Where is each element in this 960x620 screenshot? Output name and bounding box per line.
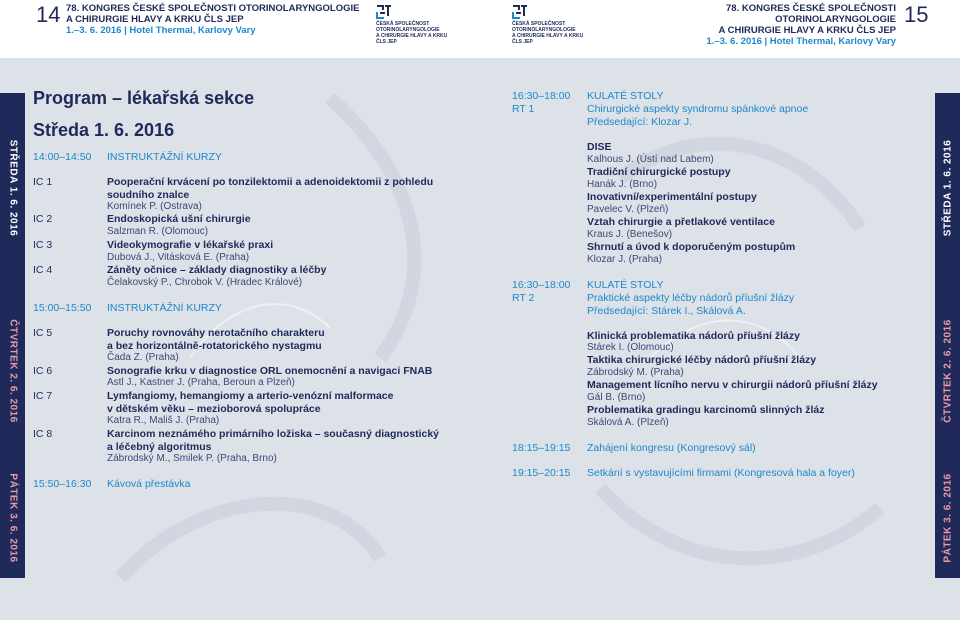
header-right-text: 78. KONGRES ČESKÉ SPOLEČNOSTI OTORINOLARYNGOLOGIE A CHIRURGIE HLAVY A KRKU ČLS JEP 1.–3. 6. 2016 | Hotel Thermal, Karlovy Vary xyxy=(706,3,896,47)
congress-title: 78. KONGRES ČESKÉ SPOLEČNOSTI OTORINOLARYNGOLOGIE xyxy=(66,3,360,14)
ic4-code: IC 4 xyxy=(33,264,53,276)
logo-mark-icon xyxy=(376,4,392,20)
rt1-speaker-1: Kalhous J. (Ústí nad Labem) xyxy=(587,154,714,165)
tab-friday-right[interactable]: PÁTEK 3. 6. 2016 xyxy=(942,473,953,563)
rt2-chair: Předsedající: Stárek I., Skálová A. xyxy=(587,305,746,317)
rt2-talk-2: Taktika chirurgické léčby nádorů příušní žlázy xyxy=(587,354,817,366)
rt1-talk-4: Shrnutí a úvod k doporučeným postupům xyxy=(587,241,796,253)
block2-time: 15:00–15:50 xyxy=(33,302,92,314)
ic7-code: IC 7 xyxy=(33,390,53,402)
ic3-title: Videokymografie v lékařské praxi xyxy=(107,239,274,251)
rt1-speaker-5: Klozar J. (Praha) xyxy=(587,254,663,265)
day-title: Středa 1. 6. 2016 xyxy=(33,120,175,140)
page-number-left: 14 xyxy=(36,2,61,27)
rt2-talk-4: Problematika gradingu karcinomů slinných žláz xyxy=(587,404,825,416)
break-time: 15:50–16:30 xyxy=(33,478,92,490)
block1-title: INSTRUKTÁŽNÍ KURZY xyxy=(107,151,222,163)
rt1-label: KULATÉ STOLY xyxy=(587,90,664,102)
rt1-speaker-2: Hanák J. (Brno) xyxy=(587,179,658,190)
ic4-names: Čelakovský P., Chrobok V. (Hradec Králové) xyxy=(107,277,303,288)
rt2-code: RT 2 xyxy=(512,292,535,304)
ic2-title: Endoskopická ušní chirurgie xyxy=(107,213,251,225)
ic1-title-1: Pooperační krvácení po tonzilektomii a adenoidektomii z pohledu xyxy=(107,176,434,188)
ic8-names: Zábrodský M., Smilek P. (Praha, Brno) xyxy=(107,453,277,464)
rt2-speaker-1: Stárek I. (Olomouc) xyxy=(587,342,674,353)
page-background xyxy=(0,58,960,620)
congress-subtitle: A CHIRURGIE HLAVY A KRKU ČLS JEP xyxy=(66,14,244,25)
ic5-title-1: Poruchy rovnováhy nerotačního charakteru xyxy=(107,327,325,339)
ic6-title: Sonografie krku v diagnostice ORL onemocnění a navigaci FNAB xyxy=(107,365,433,377)
rt2-title: Praktické aspekty léčby nádorů příušní žlázy xyxy=(587,292,795,304)
ic3-names: Dubová J., Vitásková E. (Praha) xyxy=(107,252,250,263)
rt1-speaker-4: Kraus J. (Benešov) xyxy=(587,229,673,240)
rt2-talk-3: Management lícního nervu v chirurgii nádorů příušní žlázy xyxy=(587,379,878,391)
page-number-right: 15 xyxy=(904,2,929,27)
ic8-code: IC 8 xyxy=(33,428,53,440)
rt1-talk-3: Vztah chirurgie a přetlakové ventilace xyxy=(587,216,775,228)
ic5-title-2: a bez horizontálně-rotatorického nystagmu xyxy=(107,340,322,352)
tab-friday-left[interactable]: PÁTEK 3. 6. 2016 xyxy=(7,473,18,563)
tab-wednesday-right[interactable]: STŘEDA 1. 6. 2016 xyxy=(942,139,953,237)
ic7-title-1: Lymfangiomy, hemangiomy a arterio-venózní malformace xyxy=(107,390,394,402)
logo-mark-icon xyxy=(512,4,528,20)
ic5-code: IC 5 xyxy=(33,327,53,339)
ic1-code: IC 1 xyxy=(33,176,53,188)
logo-text: ČESKÁ SPOLEČNOST OTORINOLARYNGOLOGIE A CHIRURGIE HLAVY A KRKU ČLS JEP xyxy=(512,21,584,45)
rt1-time: 16:30–18:00 xyxy=(512,90,571,102)
page-header xyxy=(0,0,960,58)
day-tabs-left xyxy=(0,93,25,578)
ic8-title-1: Karcinom neznámého primárního ložiska – současný diagnostický xyxy=(107,428,440,440)
opening-title: Zahájení kongresu (Kongresový sál) xyxy=(587,442,756,454)
block1-time: 14:00–14:50 xyxy=(33,151,92,163)
decorative-swirl xyxy=(0,58,960,620)
rt2-speaker-3: Gál B. (Brno) xyxy=(587,392,646,403)
ic7-names: Katra R., Mališ J. (Praha) xyxy=(107,415,220,426)
ic1-names: Komínek P. (Ostrava) xyxy=(107,201,202,212)
date-venue: 1.–3. 6. 2016 | Hotel Thermal, Karlovy Vary xyxy=(66,25,256,36)
ic2-code: IC 2 xyxy=(33,213,53,225)
rt2-talk-1: Klinická problematika nádorů příušní žlázy xyxy=(587,330,800,342)
header-left-text xyxy=(66,3,359,36)
rt2-time: 16:30–18:00 xyxy=(512,279,571,291)
rt2-label: KULATÉ STOLY xyxy=(587,279,664,291)
ic3-code: IC 3 xyxy=(33,239,53,251)
break-title: Kávová přestávka xyxy=(107,478,191,490)
ic4-title: Záněty očnice – základy diagnostiky a léčby xyxy=(107,264,327,276)
tab-thursday-right[interactable]: ČTVRTEK 2. 6. 2016 xyxy=(942,318,953,423)
tab-wednesday-left[interactable]: STŘEDA 1. 6. 2016 xyxy=(7,139,18,237)
ic5-names: Čada Z. (Praha) xyxy=(107,352,179,363)
rt1-chair: Předsedající: Klozar J. xyxy=(587,116,693,128)
rt1-title: Chirurgické aspekty syndromu spánkové apnoe xyxy=(587,103,809,115)
day-tabs-right xyxy=(935,93,960,578)
rt1-talk-2: Inovativní/experimentální postupy xyxy=(587,191,757,203)
ic1-title-2: soudního znalce xyxy=(107,189,190,201)
meeting-time: 19:15–20:15 xyxy=(512,467,571,479)
ic6-code: IC 6 xyxy=(33,365,53,377)
rt1-code: RT 1 xyxy=(512,103,535,115)
opening-time: 18:15–19:15 xyxy=(512,442,571,454)
ic8-title-2: a léčebný algoritmus xyxy=(107,441,212,453)
ic2-names: Salzman R. (Olomouc) xyxy=(107,226,209,237)
tab-thursday-left[interactable]: ČTVRTEK 2. 6. 2016 xyxy=(7,318,18,423)
rt2-speaker-4: Skálová A. (Plzeň) xyxy=(587,417,669,428)
rt2-speaker-2: Zábrodský M. (Praha) xyxy=(587,367,684,378)
rt1-talk-1: Tradiční chirurgické postupy xyxy=(587,166,731,178)
logo-text: ČESKÁ SPOLEČNOST OTORINOLARYNGOLOGIE A CHIRURGIE HLAVY A KRKU ČLS JEP xyxy=(376,21,448,45)
ic6-names: Astl J., Kastner J. (Praha, Beroun a Plzeň) xyxy=(107,377,295,388)
block2-title: INSTRUKTÁŽNÍ KURZY xyxy=(107,302,222,314)
meeting-title: Setkání s vystavujícími firmami (Kongresová hala a foyer) xyxy=(587,467,855,479)
program-title: Program – lékařská sekce xyxy=(33,88,255,108)
rt1-speaker-3: Pavelec V. (Plzeň) xyxy=(587,204,669,215)
dise-heading: DISE xyxy=(587,141,612,153)
ic7-title-2: v dětském věku – mezioborová spolupráce xyxy=(107,403,321,415)
